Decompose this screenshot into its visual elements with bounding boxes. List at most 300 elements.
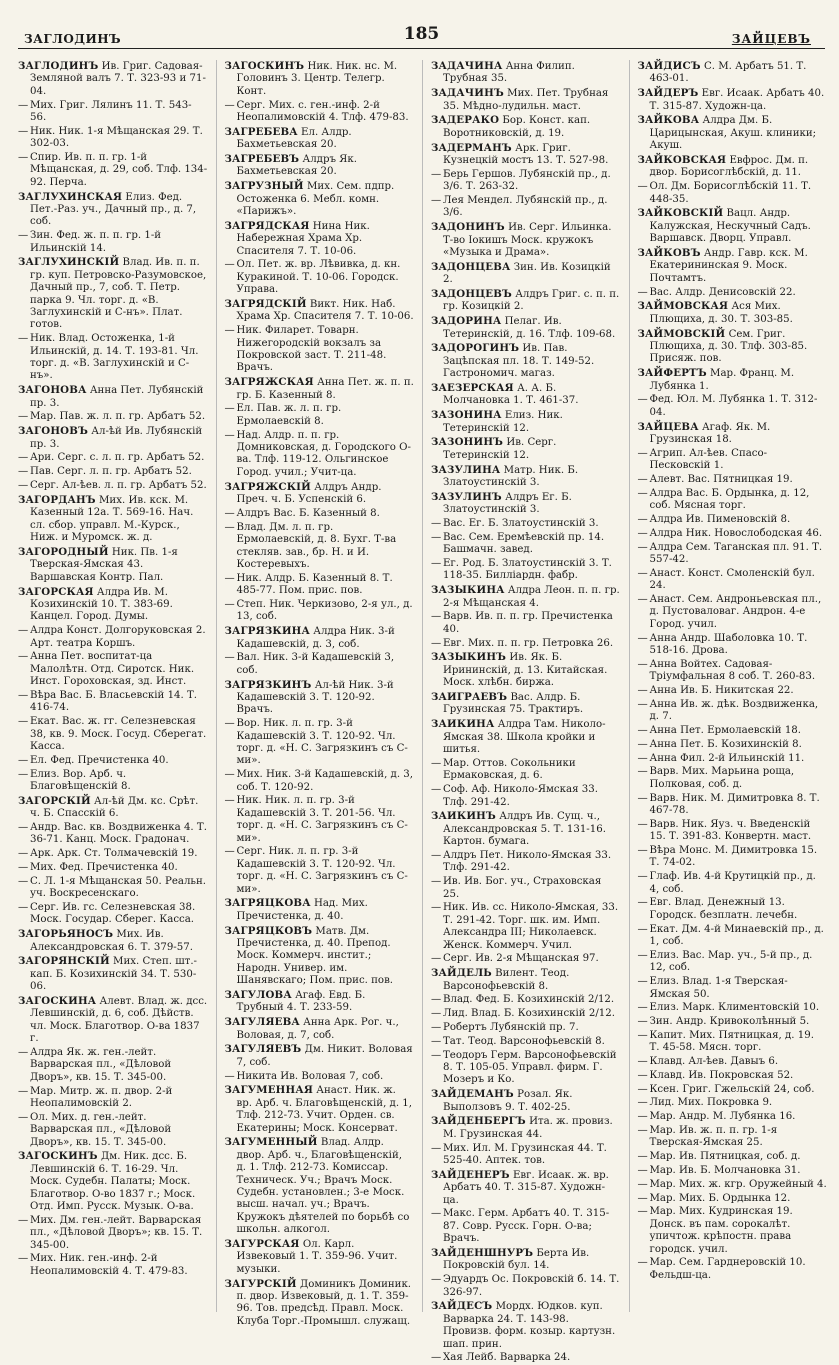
- entry-details: Эдуардъ Ос. Покровскій б. 14. Т. 326-97.: [443, 1274, 620, 1298]
- directory-entry: [431, 436, 621, 462]
- entry-continuation-dash: —: [431, 876, 442, 888]
- directory-entry: [225, 846, 415, 896]
- directory-entry: [431, 1022, 621, 1034]
- entry-details: Ел. Фед. Пречистенка 40.: [30, 754, 169, 766]
- entry-continuation-dash: —: [637, 1165, 648, 1177]
- column-divider: [422, 60, 423, 1312]
- entry-surname: ЗАГРЯДСКІЙ: [224, 298, 307, 311]
- entry-details: Мар. Ив. Пятницкая, соб. д.: [649, 1151, 801, 1163]
- entry-surname: ЗАГУМЕННАЯ: [224, 1084, 314, 1097]
- entry-continuation-dash: —: [18, 452, 29, 464]
- entry-details: Анна Пет. Ермолаевскій 18.: [649, 725, 802, 737]
- entry-details: Ник. Влад. Остоженка, 1-й Ильинскій, д. 14. Т. 193-81. Чл. торг. д. «В. Заглухинскій и С-нъ».: [30, 333, 199, 382]
- entry-surname: ЗАЙДЕЛЬ: [431, 967, 492, 980]
- entry-surname: ЗАЙДЕНШНУРЪ: [431, 1246, 534, 1259]
- entry-details: Анна Ив. Б. Никитская 22.: [649, 685, 794, 697]
- directory-entry: [431, 1036, 621, 1048]
- directory-entry: [638, 300, 828, 326]
- directory-entry: [638, 725, 828, 737]
- entry-continuation-dash: —: [431, 558, 442, 570]
- entry-details: Ник. Алдр. Б. Казенный 8. Т. 485-77. Пом. прис. пов.: [236, 572, 393, 597]
- directory-entry: [638, 328, 828, 366]
- directory-entry: [431, 1143, 621, 1168]
- directory-entry: [638, 845, 828, 870]
- entry-details: Вѣра Вас. Б. Власьевскій 14. Т. 416-74.: [30, 689, 198, 714]
- entry-continuation-dash: —: [224, 325, 235, 337]
- entry-details: Вал. Ник. 3-й Кадашевскій 3, соб.: [236, 652, 395, 676]
- entry-continuation-dash: —: [637, 1257, 648, 1269]
- entry-details: Лид. Влад. Б. Козихинскій 2/12.: [443, 1008, 615, 1020]
- entry-details: Капит. Мих. Пятницкая, д. 19. Т. 45-58. Мясн. торг.: [649, 1029, 814, 1054]
- entry-continuation-dash: —: [18, 754, 29, 766]
- entry-continuation-dash: —: [637, 632, 648, 644]
- entry-surname: ЗАГРЯДСКАЯ: [224, 219, 310, 232]
- entry-surname: ЗАДОНЦЕВЪ: [431, 288, 512, 301]
- entry-details: Алдра Там. Николо-Ямская 38. Школа кройки и шитья.: [443, 719, 606, 756]
- directory-entry: [431, 342, 621, 380]
- entry-details: Мар. Андр. М. Лубянка 16.: [649, 1111, 796, 1123]
- entry-continuation-dash: —: [224, 652, 235, 664]
- entry-details: Ник. Ник. л. п. гр. 3-й Кадашевскій 3. Т. 201-56. Чл. торг. д. «Н. С. Загрязкинъ съ С-ми».: [236, 795, 408, 844]
- entry-details: Хая Лейб. Варварка 24.: [443, 1352, 571, 1364]
- directory-columns: [18, 60, 827, 1364]
- entry-surname: ЗАГЛУХИНСКІЙ: [18, 256, 120, 269]
- directory-entry: [431, 221, 621, 259]
- entry-details: Ив. Як. Б. Ирининскій, д. 13. Китайская. Моск. хлѣбн. биржа.: [443, 652, 608, 689]
- entry-details: Анна Филип. Трубная 35.: [443, 61, 575, 85]
- entry-details: Елиз. Вор. Арб. ч. Благовѣщенскій 8.: [30, 768, 131, 792]
- entry-surname: ЗАГРЯЦКОВЪ: [224, 924, 313, 937]
- entry-details: Матв. Дм. Пречистенка, д. 40. Препод. Моск. Коммерч. инстит.; Народн. Универ. им. Шанявскаго; Пом. прис. пов.: [236, 925, 394, 987]
- entry-details: Ив. Пав. Зацѣпская пл. 18. Т. 149-52. Гастрономич. магаз.: [443, 343, 595, 380]
- directory-entry: [18, 60, 208, 98]
- entry-details: Мих. Ник. ген.-инф. 2-й Неопалимовскій 4. Т. 479-83.: [30, 1253, 188, 1277]
- directory-entry: [638, 924, 828, 949]
- directory-entry: [431, 1050, 621, 1087]
- column-4: [638, 60, 828, 1312]
- directory-entry: [18, 1112, 208, 1149]
- entry-continuation-dash: —: [431, 518, 442, 530]
- entry-continuation-dash: —: [431, 1274, 442, 1286]
- directory-entry: [638, 766, 828, 791]
- entry-details: Мар. Мих. Б. Ордынка 12.: [649, 1192, 791, 1204]
- entry-surname: ЗАЗУЛИНЪ: [431, 490, 502, 503]
- entry-continuation-dash: —: [18, 689, 29, 701]
- entry-details: Анна Пет. Б. Козихинскій 8.: [649, 738, 802, 750]
- entry-surname: ЗАЙДЕСЪ: [431, 1300, 493, 1313]
- directory-entry: [638, 247, 828, 285]
- directory-entry: [638, 699, 828, 724]
- entry-surname: ЗАИГРАЕВЪ: [431, 691, 508, 704]
- entry-details: Робертъ Лубянскій пр. 7.: [443, 1021, 579, 1033]
- entry-surname: ЗАГОРСКАЯ: [18, 585, 94, 598]
- entry-details: Ол. Мих. д. ген.-лейт. Варварская пл., «Дѣловой Дворъ», кв. 15. Т. 345-00.: [30, 1111, 172, 1148]
- directory-entry: [431, 967, 621, 993]
- column-2: [224, 60, 415, 1327]
- entry-details: Ксен. Григ. Гжельскій 24, соб.: [649, 1083, 815, 1095]
- entry-details: Ив. Григ. Садовая-Земляной валъ 7. Т. 323-93 и 71-04.: [30, 61, 206, 97]
- entry-details: Ол. Пет. ж. вр. Лѣвивка, д. кн. Куракиной. Т. 10-06. Городск. Управа.: [236, 259, 401, 296]
- entry-details: Ник. Пв. 1-я Тверская-Ямская 43. Варшавская Контр. Пал.: [30, 546, 178, 583]
- directory-entry: [431, 1169, 621, 1207]
- directory-entry: [18, 452, 208, 464]
- entry-continuation-dash: —: [18, 625, 29, 637]
- entry-continuation-dash: —: [637, 923, 648, 935]
- entry-surname: ЗАЗОНИНА: [431, 409, 502, 422]
- directory-entry: [431, 611, 621, 636]
- directory-entry: [638, 1125, 828, 1150]
- entry-continuation-dash: —: [224, 769, 235, 781]
- entry-surname: ЗАЙМОВСКАЯ: [637, 300, 729, 313]
- directory-entry: [225, 180, 415, 218]
- entry-details: Зин. Ив. Козицкій 2.: [443, 261, 611, 286]
- entry-continuation-dash: —: [18, 651, 29, 663]
- directory-entry: [431, 195, 621, 220]
- entry-details: С. М. Арбатъ 51. Т. 463-01.: [649, 61, 807, 85]
- entry-continuation-dash: —: [224, 795, 235, 807]
- entry-details: Евг. Мих. п. п. гр. Петровка 26.: [443, 637, 614, 649]
- entry-details: Алдра Ив. Пименовскій 8.: [649, 514, 791, 526]
- entry-continuation-dash: —: [637, 845, 648, 857]
- directory-entry: [638, 739, 828, 751]
- entry-details: Евг. Исаак. Арбатъ 40. Т. 315-87. Художн-ца.: [649, 88, 825, 112]
- directory-entry: [18, 1253, 208, 1278]
- entry-continuation-dash: —: [431, 902, 442, 914]
- directory-entry: [225, 1043, 415, 1069]
- entry-details: Ита. ж. провиз. М. Грузинская 44.: [443, 1116, 613, 1140]
- entry-details: Тат. Теод. Варсонофьевскій 8.: [443, 1035, 605, 1047]
- entry-continuation-dash: —: [18, 480, 29, 492]
- entry-details: Мих. Ил. М. Грузинская 44. Т. 525-40. Аптек. тов.: [443, 1142, 607, 1166]
- directory-entry: [431, 1088, 621, 1114]
- entry-details: Алдра Леон. п. п. гр. 2-я Мѣщанская 4.: [443, 585, 620, 609]
- entry-continuation-dash: —: [637, 1056, 648, 1068]
- directory-entry: [638, 87, 828, 113]
- entry-details: Вѣра Монс. М. Димитровка 15. Т. 74-02.: [649, 845, 818, 869]
- entry-details: Над. Мих. Пречистенка, д. 40.: [236, 898, 368, 922]
- entry-details: Евфрос. Дм. п. двор. Борисоглѣбскій, д. 11.: [649, 155, 809, 179]
- directory-entry: [638, 448, 828, 473]
- entry-continuation-dash: —: [431, 1049, 442, 1061]
- directory-entry: [18, 384, 208, 410]
- entry-details: Ник. Ив. сс. Николо-Ямская, 33. Т. 291-42. Торг. шк. им. Имп. Александра III; Николаевск. Женск. Коммерч. Учил.: [443, 902, 619, 951]
- entry-details: Елиз. Фед. Пет.-Раз. уч., Дачный пр., д. 7, соб.: [30, 191, 197, 228]
- entry-details: Мар. Ив. ж. п. п. гр. 1-я Тверская-Ямская 25.: [649, 1125, 778, 1149]
- directory-entry: [18, 795, 208, 821]
- entry-surname: ЗАЗУЛИНА: [431, 463, 501, 476]
- directory-entry: [638, 514, 828, 526]
- entry-continuation-dash: —: [637, 1029, 648, 1041]
- directory-entry: [18, 876, 208, 901]
- entry-details: Розал. Як. Выползовъ 9. Т. 402-25.: [443, 1089, 573, 1113]
- directory-entry: [431, 953, 621, 965]
- entry-continuation-dash: —: [224, 507, 235, 519]
- directory-entry: [18, 902, 208, 927]
- entry-details: Теодоръ Герм. Варсонофьевскій 8. Т. 105-05. Управл. фирм. Г. Мозеръ и Ко.: [443, 1049, 617, 1086]
- column-divider: [629, 60, 630, 1312]
- directory-entry: [431, 409, 621, 435]
- directory-entry: [638, 1206, 828, 1256]
- entry-continuation-dash: —: [637, 1069, 648, 1081]
- entry-surname: ЗАДОРИНА: [431, 315, 502, 328]
- directory-entry: [225, 430, 415, 480]
- directory-entry: [18, 848, 208, 860]
- directory-entry: [431, 994, 621, 1006]
- entry-continuation-dash: —: [18, 1214, 29, 1226]
- directory-entry: [225, 625, 415, 651]
- entry-continuation-dash: —: [18, 821, 29, 833]
- directory-entry: [431, 876, 621, 901]
- entry-continuation-dash: —: [224, 718, 235, 730]
- entry-surname: ЗАГРЯЗКИНЪ: [224, 678, 312, 691]
- directory-entry: [431, 1274, 621, 1299]
- directory-entry: [18, 126, 208, 151]
- directory-entry: [638, 1030, 828, 1055]
- directory-entry: [431, 288, 621, 314]
- directory-entry: [18, 716, 208, 753]
- entry-details: Мих. Дм. ген.-лейт. Варварская пл., «Дѣловой Дворъ»; кв. 15. Т. 345-00.: [30, 1214, 203, 1251]
- directory-entry: [225, 573, 415, 598]
- entry-details: Агаф. Евд. Б. Трубный 4. Т. 233-59.: [236, 990, 366, 1014]
- entry-continuation-dash: —: [637, 567, 648, 579]
- entry-details: Евг. Влад. Денежный 13. Городск. безплатн. лечебн.: [649, 897, 798, 921]
- directory-entry: [225, 1238, 415, 1276]
- entry-continuation-dash: —: [224, 521, 235, 533]
- entry-continuation-dash: —: [431, 611, 442, 623]
- directory-entry: [431, 784, 621, 809]
- entry-details: Спир. Ив. п. п. гр. 1-й Мѣщанская, д. 29, соб. Тлф. 134-92. Перча.: [30, 152, 208, 188]
- entry-details: Алдра Конст. Долгоруковская 2. Арт. театра Коршъ.: [30, 625, 206, 649]
- entry-details: Викт. Ник. Наб. Храма Хр. Спасителя 7. Т. 10-06.: [236, 299, 414, 323]
- entry-continuation-dash: —: [637, 738, 648, 750]
- entry-details: Вас. Ег. Б. Златоустинскій 3.: [443, 518, 599, 530]
- directory-entry: [638, 1165, 828, 1177]
- entry-continuation-dash: —: [18, 901, 29, 913]
- directory-entry: [638, 114, 828, 152]
- directory-entry: [225, 325, 415, 375]
- directory-entry: [431, 60, 621, 86]
- entry-surname: ЗАЙКОВА: [637, 114, 700, 127]
- entry-details: Серг. Ал-ѣев. л. п. гр. Арбатъ 52.: [30, 480, 207, 492]
- directory-entry: [431, 382, 621, 408]
- directory-entry: [225, 481, 415, 507]
- directory-entry: [638, 488, 828, 513]
- entry-continuation-dash: —: [224, 598, 235, 610]
- directory-entry: [638, 207, 828, 245]
- entry-surname: ЗАГРЯЖСКАЯ: [224, 376, 314, 389]
- column-divider: [216, 60, 217, 1312]
- directory-entry: [431, 114, 621, 140]
- entry-surname: ЗАГОРОДНЫЙ: [18, 545, 109, 558]
- entry-details: А. А. Б. Молчановка 1. Т. 461-37.: [443, 383, 579, 407]
- page-header: [18, 10, 825, 49]
- entry-details: Клавд. Ал-ѣев. Давыъ 6.: [649, 1056, 779, 1068]
- entry-surname: ЗАДОНИНЪ: [431, 221, 505, 234]
- directory-entry: [638, 633, 828, 658]
- entry-continuation-dash: —: [224, 99, 235, 111]
- entry-continuation-dash: —: [637, 698, 648, 710]
- directory-entry: [638, 1193, 828, 1205]
- entry-details: Варв. Ник. Яуз. ч. Введенскій 15. Т. 391-83. Конвертн. маст.: [649, 818, 812, 843]
- entry-continuation-dash: —: [18, 1253, 29, 1265]
- entry-details: Арк. Арк. Ст. Толмачевскій 19.: [30, 848, 198, 860]
- entry-surname: ЗАДЕРМАНЪ: [431, 141, 512, 154]
- entry-continuation-dash: —: [637, 394, 648, 406]
- entry-surname: ЗАГРЯЖСКІЙ: [224, 480, 311, 493]
- entry-continuation-dash: —: [637, 685, 648, 697]
- directory-entry: [18, 546, 208, 584]
- directory-entry: [225, 522, 415, 572]
- entry-surname: ЗАЙДЕНЕРЪ: [431, 1168, 510, 1181]
- directory-entry: [225, 60, 415, 98]
- entry-continuation-dash: —: [431, 994, 442, 1006]
- entry-details: Мар. Мих. ж. кгр. Оружейный 4.: [649, 1178, 827, 1190]
- running-head-right: ЗАЙЦЕВЪ: [731, 32, 811, 46]
- directory-entry: [225, 1136, 415, 1236]
- entry-surname: ЗАГУЛЯЕВЪ: [224, 1043, 302, 1056]
- entry-surname: ЗАГОРСКІЙ: [18, 794, 91, 807]
- entry-surname: ЗАГОСКИНЪ: [18, 1150, 98, 1163]
- entry-details: Анна Войтех. Садовая-Тріумфальная 8 соб. Т. 260-83.: [649, 658, 816, 683]
- entry-details: Анна Пет. воспитат-ца Малолѣтн. Отд. Сиротск. Ник. Инст. Гороховская, зд. Инст.: [30, 651, 195, 688]
- directory-entry: [431, 491, 621, 517]
- entry-surname: ЗАГУРСКАЯ: [224, 1238, 300, 1251]
- directory-entry: [431, 1300, 621, 1351]
- entry-details: Варв. Ив. п. п. гр. Пречистенка 40.: [443, 611, 613, 635]
- entry-details: Мар. Ив. Б. Молчановка 31.: [649, 1165, 801, 1177]
- entry-continuation-dash: —: [18, 411, 29, 423]
- entry-details: Ол. Карл. Извековый 1. Т. 359-96. Учит. музыки.: [236, 1239, 398, 1275]
- directory-entry: [225, 220, 415, 258]
- directory-entry: [431, 169, 621, 194]
- entry-continuation-dash: —: [637, 1083, 648, 1095]
- directory-entry: [18, 425, 208, 451]
- entry-surname: ЗАГОСКИНЪ: [224, 60, 305, 72]
- entry-details: Дм. Никит. Воловая 7, соб.: [236, 1044, 413, 1068]
- entry-surname: ЗАЙКОВСКІЙ: [637, 207, 724, 220]
- directory-entry: [638, 367, 828, 393]
- entry-details: Анаст. Конст. Смоленскій бул. 24.: [649, 567, 815, 592]
- directory-entry: [18, 769, 208, 794]
- entry-details: Над. Алдр. п. п. гр. Домниковская, д. Городского О-ва. Тлф. 119-12. Ольгинское Город. учил.; Учит-ца.: [236, 429, 411, 478]
- entry-continuation-dash: —: [637, 897, 648, 909]
- entry-details: Варв. Мих. Марьина роща, Полковая, соб. д.: [649, 766, 795, 790]
- entry-continuation-dash: —: [224, 403, 235, 415]
- entry-details: Мих. Пет. Трубная 35. Мѣдно-лудильн. маст.: [443, 88, 609, 112]
- entry-continuation-dash: —: [18, 152, 29, 164]
- entry-continuation-dash: —: [18, 99, 29, 111]
- entry-details: Соф. Аф. Николо-Ямская 33. Тлф. 291-42.: [443, 784, 598, 808]
- entry-details: Ал-ѣй Ник. 3-й Кадашевскій 3. Т. 120-92. Врачъ.: [236, 679, 394, 716]
- directory-entry: [431, 810, 621, 848]
- entry-details: Варв. Ник. М. Димитровка 8. Т. 467-78.: [649, 792, 820, 817]
- entry-details: Анна Пет. Лубянскій пр. 3.: [30, 385, 204, 409]
- entry-surname: ЗАГОНОВА: [18, 384, 87, 397]
- entry-details: Анна Фил. 2-й Ильинскій 11.: [649, 752, 805, 764]
- directory-entry: [431, 261, 621, 287]
- entry-surname: ЗАДОРОГИНЪ: [431, 342, 520, 355]
- entry-details: Ник. Ник. нс. М. Головинъ 3. Центр. Телегр. Конт.: [236, 61, 398, 97]
- directory-entry: [225, 1084, 415, 1135]
- directory-entry: [18, 822, 208, 847]
- directory-entry: [431, 850, 621, 875]
- entry-continuation-dash: —: [18, 848, 29, 860]
- entry-details: Ив. Серг. Ильинка. Т-во Іокишъ Моск. кружокъ «Музыка и Драма».: [443, 222, 612, 259]
- entry-details: Алдръ Григ. с. п. п. гр. Козицкій 2.: [443, 289, 620, 313]
- directory-entry: [638, 1002, 828, 1014]
- entry-details: Берь Гершов. Лубянскій пр., д. 3/6. Т. 263-32.: [443, 168, 611, 193]
- entry-details: Алдра Ник. Новослободская 46.: [649, 527, 823, 539]
- entry-continuation-dash: —: [637, 1192, 648, 1204]
- entry-continuation-dash: —: [637, 1151, 648, 1163]
- directory-entry: [638, 181, 828, 206]
- entry-details: Ол. Дм. Борисоглѣбскій 11. Т. 448-35.: [649, 181, 812, 205]
- directory-entry: [638, 594, 828, 631]
- directory-entry: [638, 394, 828, 419]
- entry-details: Мар. Митр. ж. п. двор. 2-й Неопалимовскій 2.: [30, 1085, 173, 1109]
- entry-continuation-dash: —: [18, 333, 29, 345]
- directory-entry: [225, 925, 415, 988]
- entry-continuation-dash: —: [637, 752, 648, 764]
- entry-continuation-dash: —: [224, 259, 235, 271]
- directory-entry: [18, 494, 208, 545]
- directory-entry: [18, 1215, 208, 1252]
- entry-continuation-dash: —: [637, 527, 648, 539]
- column-3: [431, 60, 621, 1364]
- directory-entry: [638, 1016, 828, 1028]
- directory-entry: [18, 1150, 208, 1213]
- entry-surname: ЗАГЛУХИНСКАЯ: [18, 190, 123, 203]
- directory-entry: [225, 897, 415, 923]
- directory-entry: [18, 955, 208, 993]
- entry-details: Алдръ Ив. Сущ. ч., Александровская 5. Т. 131-16. Картон. бумага.: [443, 811, 606, 848]
- entry-details: Алдра Вас. Б. Ордынка, д. 12, соб. Мясная торг.: [649, 487, 810, 512]
- entry-details: Елиз. Вас. Мар. уч., 5-й пр., д. 12, соб.: [649, 949, 813, 974]
- entry-details: Лея Мендел. Лубянскій пр., д. 3/6.: [443, 195, 608, 219]
- entry-surname: ЗАЙДЕРЪ: [637, 87, 699, 100]
- entry-continuation-dash: —: [637, 487, 648, 499]
- entry-details: Агрип. Ал-ѣев. Спасо-Песковскій 1.: [649, 447, 768, 472]
- entry-surname: ЗАДОНЦЕВА: [431, 260, 511, 273]
- entry-details: Серг. Ник. л. п. гр. 3-й Кадашевскій 3. Т. 120-92. Чл. торг. д. «Н. С. Загрязкинъ съ С-ми».: [236, 846, 408, 895]
- directory-entry: [431, 532, 621, 557]
- entry-details: Алдра Ник. 3-й Кадашевскій, д. 3, соб.: [236, 626, 395, 650]
- entry-details: Елиз. Марк. Климентовскій 10.: [649, 1002, 820, 1014]
- directory-entry: [225, 376, 415, 402]
- directory-entry: [638, 685, 828, 697]
- entry-details: Макс. Герм. Арбатъ 40. Т. 315-87. Совр. Русск. Горн. О-ва; Врачъ.: [443, 1208, 610, 1245]
- directory-entry: [18, 995, 208, 1046]
- directory-entry: [431, 1115, 621, 1141]
- entry-surname: ЗАГРЯЦКОВА: [224, 897, 311, 910]
- directory-entry: [18, 152, 208, 189]
- directory-entry: [18, 333, 208, 383]
- entry-details: Ал-ѣй Ив. Лубянскій пр. 3.: [30, 426, 203, 450]
- entry-surname: ЗАЙЦЕВА: [637, 420, 699, 433]
- entry-details: Серг. Мих. с. ген.-инф. 2-й Неопалимовскій 4. Тлф. 479-83.: [236, 99, 409, 124]
- entry-surname: ЗАГОРЬЯНОСЪ: [18, 928, 114, 941]
- entry-details: Берта Ив. Покровскій бул. 14.: [443, 1247, 590, 1272]
- entry-continuation-dash: —: [637, 1097, 648, 1109]
- entry-details: Серг. Ив. гс. Селезневская 38. Моск. Государ. Сберег. Касса.: [30, 901, 196, 926]
- entry-continuation-dash: —: [637, 792, 648, 804]
- entry-surname: ЗАГРЕБЕВЪ: [224, 153, 300, 166]
- directory-entry: [18, 230, 208, 255]
- directory-entry: [225, 298, 415, 324]
- directory-entry: [225, 403, 415, 428]
- directory-entry: [638, 819, 828, 844]
- entry-details: Фед. Юл. М. Лубянка 1. Т. 312-04.: [649, 394, 818, 418]
